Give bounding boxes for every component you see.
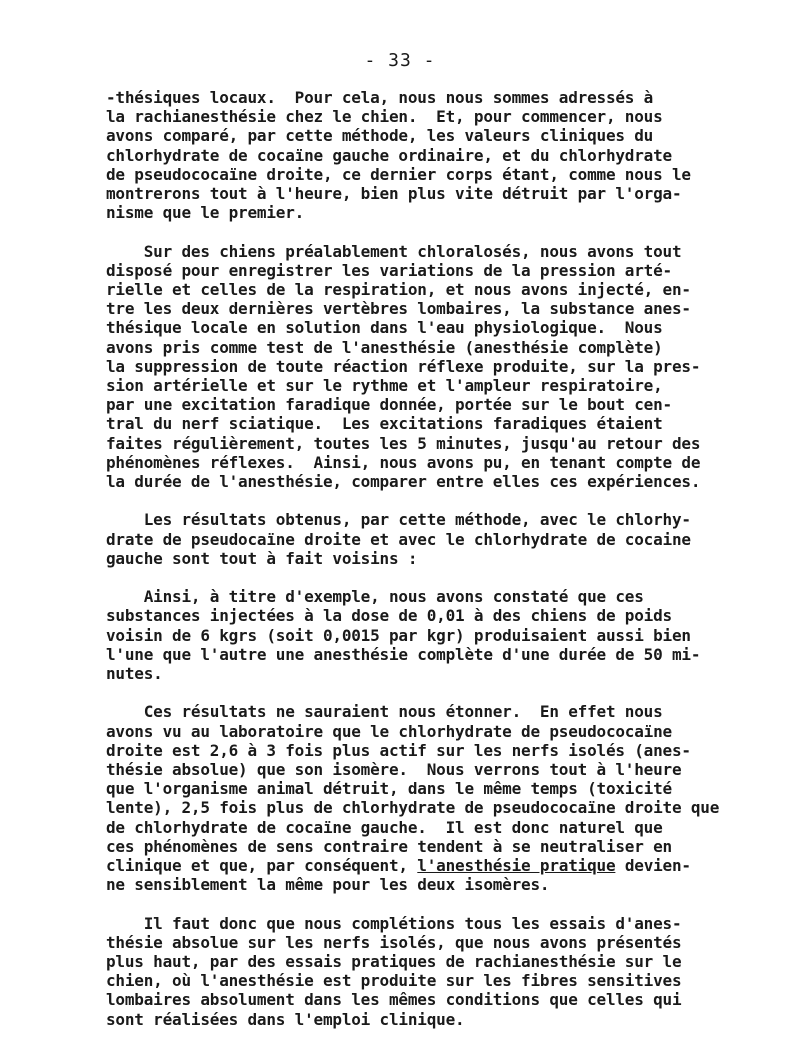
text-line — [106, 856, 776, 875]
text-line: rielle et celles de la respiration, et nous avons injecté, en- — [106, 280, 691, 300]
text-line: de pseudococaïne droite, ce dernier corps étant, comme nous le — [106, 164, 691, 184]
text-line: ces phénomènes de sens contraire tendent à se neutraliser en — [106, 836, 672, 856]
text-line: avons comparé, par cette méthode, les valeurs cliniques du — [106, 126, 654, 146]
text-line: sont réalisées dans l'emploi clinique. — [106, 1009, 465, 1029]
text-line: que l'organisme animal détruit, dans le même temps (toxicité — [106, 779, 672, 799]
text-fragment: devien- — [615, 856, 691, 876]
text-fragment: clinique et que, par conséquent, — [106, 856, 418, 876]
text-line: par une excitation faradique donnée, portée sur le bout cen- — [106, 395, 672, 415]
text-line: avons pris comme test de l'anesthésie (anesthésie complète) — [106, 337, 663, 357]
text-line: plus haut, par des essais pratiques de rachianesthésie sur le — [106, 952, 682, 972]
text-line: lente), 2,5 fois plus de chlorhydrate de pseudococaïne droite que — [106, 798, 720, 818]
text-line: Ces résultats ne sauraient nous étonner. En effet nous — [106, 702, 663, 722]
text-line: Sur des chiens préalablement chloralosés, nous avons tout — [106, 241, 682, 261]
text-line: lombaires absolument dans les mêmes conditions que celles qui — [106, 990, 682, 1010]
text-line: Les résultats obtenus, par cette méthode, avec le chlorhy- — [106, 510, 691, 530]
text-line: thésique locale en solution dans l'eau physiologique. Nous — [106, 318, 663, 338]
text-line: la rachianesthésie chez le chien. Et, pour commencer, nous — [106, 107, 663, 127]
paragraph-4 — [106, 587, 776, 683]
body-text — [106, 88, 776, 1048]
text-line: drate de pseudocaïne droite et avec le chlorhydrate de cocaine — [106, 529, 691, 549]
text-line: avons vu au laboratoire que le chlorhydrate de pseudococaïne — [106, 721, 672, 741]
text-line: disposé pour enregistrer les variations de la pression arté- — [106, 260, 672, 280]
text-line: de chlorhydrate de cocaïne gauche. Il est donc naturel que — [106, 817, 663, 837]
paragraph-5 — [106, 702, 776, 894]
paragraph-2 — [106, 242, 776, 492]
text-line: voisin de 6 kgrs (soit 0,0015 par kgr) produisaient aussi bien — [106, 625, 691, 645]
paragraph-1 — [106, 88, 776, 222]
text-line: nisme que le premier. — [106, 203, 305, 223]
page-number: - 33 - — [364, 50, 436, 71]
text-line: la durée de l'anesthésie, comparer entre elles ces expériences. — [106, 472, 701, 492]
text-line: sion artérielle et sur le rythme et l'ampleur respiratoire, — [106, 376, 663, 396]
text-line: nutes. — [106, 664, 163, 684]
text-line: Ainsi, à titre d'exemple, nous avons constaté que ces — [106, 587, 644, 607]
text-line: faites régulièrement, toutes les 5 minutes, jusqu'au retour des — [106, 433, 701, 453]
text-line: thésie absolue sur les nerfs isolés, que nous avons présentés — [106, 932, 682, 952]
text-line: droite est 2,6 à 3 fois plus actif sur les nerfs isolés (anes- — [106, 740, 691, 760]
text-line: chien, où l'anesthésie est produite sur les fibres sensitives — [106, 971, 682, 991]
text-line: Il faut donc que nous complétions tous les essais d'anes- — [106, 913, 682, 933]
text-line: la suppression de toute réaction réflexe produite, sur la pres- — [106, 356, 701, 376]
text-line: phénomènes réflexes. Ainsi, nous avons pu, en tenant compte de — [106, 452, 701, 472]
text-line: montrerons tout à l'heure, bien plus vite détruit par l'orga- — [106, 184, 682, 204]
text-line: tre les deux dernières vertèbres lombaires, la substance anes- — [106, 299, 691, 319]
text-line: l'une que l'autre une anesthésie complète d'une durée de 50 mi- — [106, 644, 701, 664]
text-line: ne sensiblement la même pour les deux isomères. — [106, 875, 550, 895]
underlined-term: l'anesthésie pratique — [417, 856, 616, 876]
paragraph-6 — [106, 914, 776, 1029]
text-line: substances injectées à la dose de 0,01 à des chiens de poids — [106, 606, 672, 626]
text-line: -thésiques locaux. Pour cela, nous nous sommes adressés à — [106, 88, 654, 107]
text-line: chlorhydrate de cocaïne gauche ordinaire, et du chlorhydrate — [106, 145, 672, 165]
text-line: tral du nerf sciatique. Les excitations faradiques étaient — [106, 414, 663, 434]
text-line: thésie absolue) que son isomère. Nous verrons tout à l'heure — [106, 760, 682, 780]
paragraph-3 — [106, 510, 776, 568]
text-line: gauche sont tout à fait voisins : — [106, 548, 418, 568]
